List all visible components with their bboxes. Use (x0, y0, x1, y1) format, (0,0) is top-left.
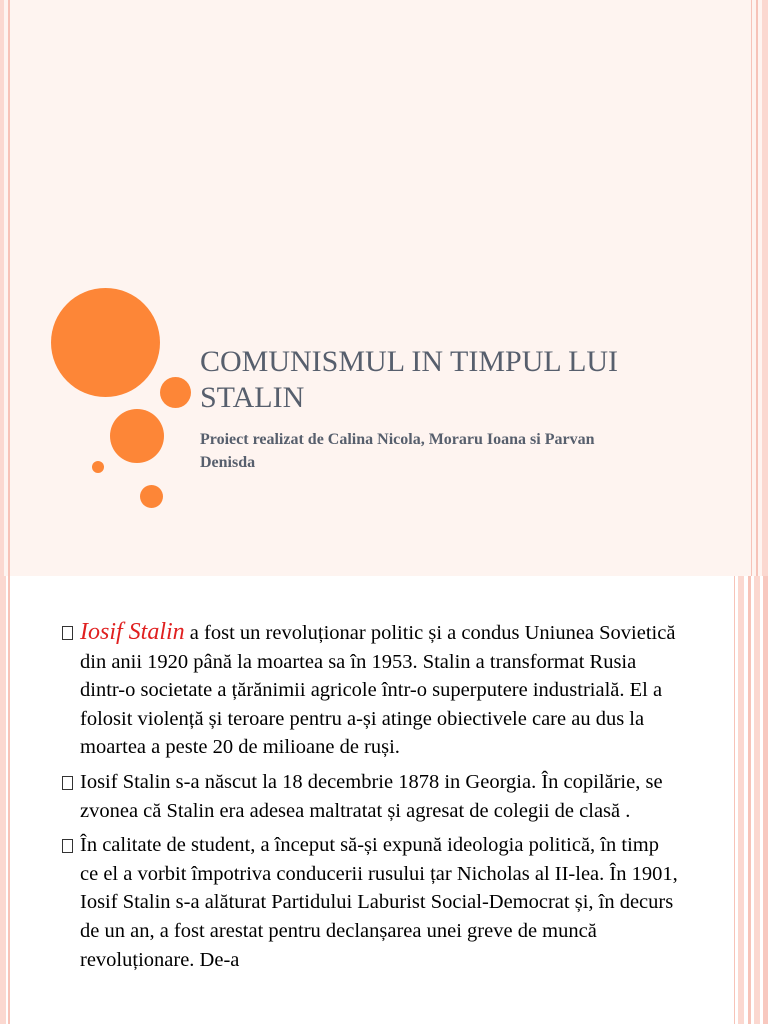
list-item (62, 768, 682, 825)
decor-circle-tiny (92, 461, 104, 473)
bullet-list (62, 618, 682, 980)
list-item (62, 618, 682, 762)
right-stripe-band-4 (738, 576, 744, 1024)
slide-subtitle: Proiect realizat de Calina Nicola, Moraru Ioana si Parvan Denisda (200, 431, 595, 471)
right-stripe-line (734, 576, 735, 1024)
left-stripe-band (0, 576, 6, 1024)
left-stripe-outer (0, 0, 4, 576)
right-stripe-band-2 (754, 576, 760, 1024)
decor-circle-large (51, 288, 160, 397)
decor-circle-small-top (160, 377, 191, 408)
left-stripe-line (8, 576, 10, 1024)
right-stripe-outer (762, 0, 768, 576)
paragraph-text: În calitate de student, a început să-și expună ideologia politică, în timp ce el a vorbit împotriva conducerii rusului țar Nicholas al II-lea. În 1901, Iosif Stalin s-a alăturat Partidului Laburist Social-Democrat și, în decurs de un an, a fost arestat pentru declanșarea unei greve de muncă revoluționare. De-a (80, 834, 678, 971)
list-item (62, 831, 682, 974)
bullet-box-icon (62, 626, 73, 640)
paragraph-text: a fost un revoluționar politic și a condus Uniunea Sovietică din anii 1920 până la moartea sa în 1953. Stalin a transformat Rusia dintr-o societate a țărănimii agricole într-o superputere industrială. El a folosit violență și teroare pentru a-și atinge obiectivele care au dus la moartea a peste 20 de milioane de ruși. (80, 622, 676, 759)
right-stripe-thin (751, 0, 752, 576)
left-stripe-inner (8, 0, 10, 576)
paragraph-text: Iosif Stalin s-a născut la 18 decembrie 1878 in Georgia. În copilărie, se zvonea că Stalin era adesea maltratat și agresat de colegii de clasă . (80, 770, 663, 822)
bullet-box-icon (62, 776, 73, 790)
lead-name: Iosif Stalin (80, 619, 185, 645)
right-stripe-band-3 (748, 576, 751, 1024)
content-slide (0, 576, 768, 1024)
decor-circle-small-bottom (140, 485, 163, 508)
right-stripe-inner (756, 0, 758, 576)
bullet-box-icon (62, 839, 73, 853)
decor-circle-medium (110, 409, 164, 463)
slide-title: COMUNISMUL IN TIMPUL LUI STALIN (200, 345, 619, 414)
right-stripe-band-1 (763, 576, 768, 1024)
